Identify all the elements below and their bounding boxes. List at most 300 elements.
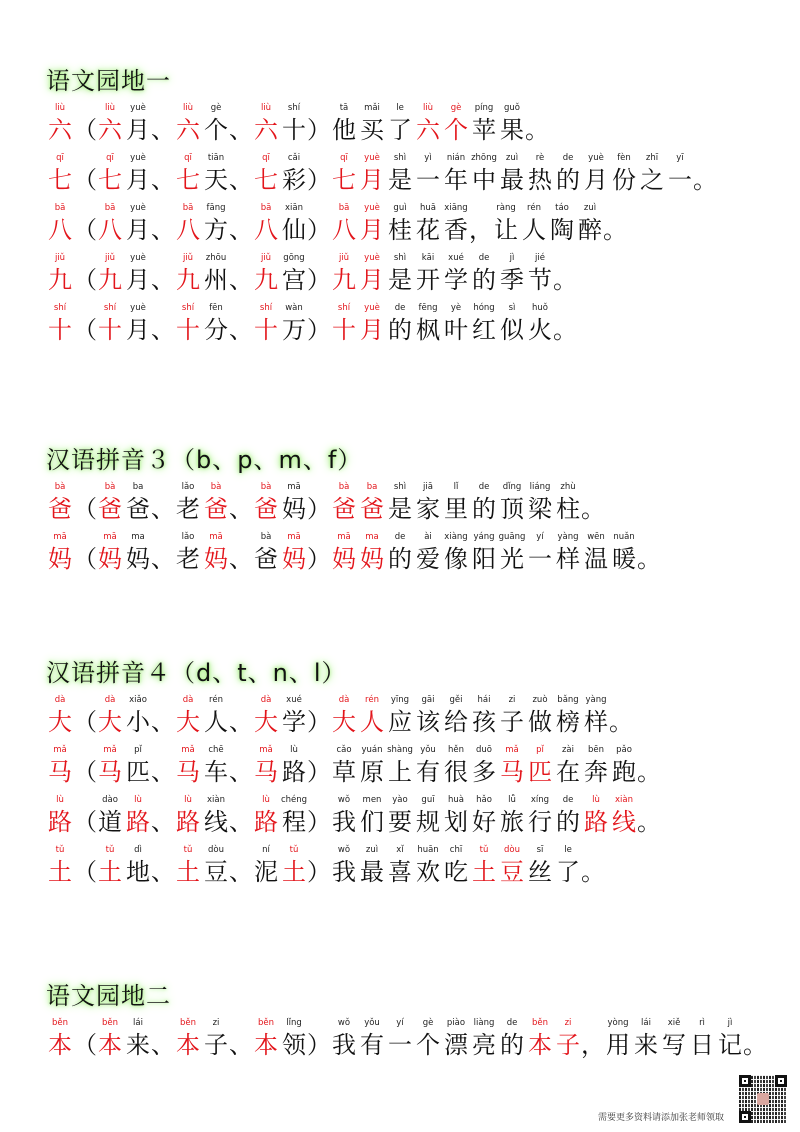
character [174,202,202,246]
punctuation [152,1017,174,1061]
hanzi: ， [581,1031,605,1059]
pinyin: zài [561,745,575,755]
hanzi: （ [73,1031,97,1059]
hanzi: ） [307,266,331,294]
pinyin: liù [54,103,66,113]
hanzi: 爱 [416,545,440,573]
hanzi: 九 [176,266,200,294]
pinyin: pǐ [536,745,544,755]
character [470,744,498,788]
hanzi: 做 [528,708,552,736]
hanzi: 。 [637,758,661,786]
hanzi: 土 [98,858,122,886]
character [610,744,638,788]
section-4 [46,981,766,1061]
hanzi: 之 [640,166,664,194]
pinyin: zuì [583,203,597,213]
pinyin: rì [699,1018,705,1028]
hanzi: 、 [151,545,175,573]
character [442,302,470,346]
pinyin: yīng [390,695,410,705]
character [174,102,202,146]
hanzi: （ [73,708,97,736]
text-line [46,1011,766,1061]
hanzi: 。 [743,1031,767,1059]
pinyin: yòng [607,1018,629,1028]
hanzi: 大 [332,708,356,736]
character [554,152,582,196]
pinyin: běn [51,1018,68,1028]
pinyin: jiā [423,482,433,492]
hanzi: （ [73,166,97,194]
pinyin: dòu [504,845,520,855]
character [252,152,280,196]
hanzi: 十 [254,316,278,344]
punctuation [152,302,174,346]
character [470,102,498,146]
hanzi: 的 [388,545,412,573]
character [330,302,358,346]
hanzi: ） [307,166,331,194]
character [470,152,498,196]
pinyin: mǎ [505,745,519,755]
character [174,794,202,838]
hanzi: 爸 [204,495,228,523]
hanzi: 本 [48,1031,72,1059]
character [386,102,414,146]
hanzi: 、 [151,266,175,294]
character [554,794,582,838]
hanzi: 个 [444,116,468,144]
character [96,202,124,246]
hanzi: 路 [282,758,306,786]
hanzi: 九 [48,266,72,294]
character [638,152,666,196]
punctuation [308,102,330,146]
pinyin: guǒ [504,103,520,113]
character [498,302,526,346]
character [46,202,74,246]
pinyin: gè [450,103,462,113]
character [386,694,414,738]
hanzi: 一 [416,166,440,194]
hanzi: 了 [388,116,412,144]
hanzi: 九 [254,266,278,294]
punctuation [554,302,576,346]
hanzi: 果 [500,116,524,144]
hanzi: 个 [204,116,228,144]
hanzi: 里 [444,495,468,523]
character [46,844,74,888]
character [252,794,280,838]
hanzi: 天 [204,166,228,194]
punctuation [74,202,96,246]
hanzi: 地 [126,858,150,886]
character [358,744,386,788]
pinyin: bǎng [557,695,579,705]
punctuation [230,481,252,525]
hanzi: 一 [528,545,552,573]
pinyin: chī [449,845,463,855]
hanzi: 八 [254,216,278,244]
character [414,152,442,196]
hanzi: 月 [584,166,608,194]
character [582,694,610,738]
pinyin: nián [446,153,466,163]
character [202,844,230,888]
hanzi: 给 [444,708,468,736]
hanzi: 路 [254,808,278,836]
pinyin: qī [56,153,64,163]
pinyin: shí [181,303,195,313]
character [498,844,526,888]
character [252,1017,280,1061]
punctuation [638,744,660,788]
hanzi: 醉 [578,216,602,244]
pinyin: ràng [496,203,516,213]
pinyin: guāng [498,532,526,542]
character [46,694,74,738]
hanzi: 一 [388,1031,412,1059]
character [604,1017,632,1061]
pinyin: de [478,253,490,263]
hanzi: 梁 [528,495,552,523]
hanzi: 漂 [444,1031,468,1059]
hanzi: 个 [416,1031,440,1059]
character [470,302,498,346]
hanzi: 节 [528,266,552,294]
hanzi: 的 [500,1031,524,1059]
character [174,302,202,346]
pinyin: gěi [449,695,463,705]
punctuation [638,794,660,838]
pinyin: mā [53,532,67,542]
character [46,1017,74,1061]
hanzi: 了 [556,858,580,886]
hanzi: 、 [229,1031,253,1059]
character [498,481,526,525]
hanzi: 爸 [48,495,72,523]
hanzi: 妈 [126,545,150,573]
hanzi: 马 [254,758,278,786]
pinyin: huà [448,795,464,805]
hanzi: 大 [254,708,278,736]
hanzi: 土 [176,858,200,886]
hanzi: 的 [388,316,412,344]
character [124,844,152,888]
punctuation [230,302,252,346]
pinyin: lǚ [508,795,516,805]
character [358,844,386,888]
pinyin: bà [338,482,350,492]
hanzi: 豆 [500,858,524,886]
pinyin: wǒ [337,1018,351,1028]
hanzi: 领 [282,1031,306,1059]
hanzi: 车 [204,758,228,786]
pinyin: yuè [364,253,380,263]
pinyin: de [478,482,490,492]
pinyin: mǎ [53,745,67,755]
hanzi: 旅 [500,808,524,836]
text-line [46,475,660,525]
hanzi: 一 [668,166,692,194]
pinyin: yáng [473,532,495,542]
hanzi: 草 [332,758,356,786]
pinyin: cǎi [287,153,301,163]
pinyin: fèn [617,153,631,163]
character [470,844,498,888]
pinyin: le [396,103,404,113]
character [442,694,470,738]
pinyin: qī [262,153,270,163]
hanzi: 热 [528,166,552,194]
pinyin: yàng [557,532,579,542]
hanzi: 枫 [416,316,440,344]
hanzi: 好 [472,808,496,836]
pinyin: jiǔ [338,253,350,263]
pinyin: ma [365,532,379,542]
hanzi: 月 [126,316,150,344]
punctuation [308,531,330,575]
pinyin: lù [56,795,64,805]
hanzi: 大 [98,708,122,736]
punctuation [152,102,174,146]
text-line [46,96,716,146]
punctuation [152,531,174,575]
pinyin: bà [260,532,272,542]
pinyin: mǎ [181,745,195,755]
hanzi: 花 [416,216,440,244]
punctuation [610,694,632,738]
pinyin: liù [260,103,272,113]
pinyin: xué [286,695,302,705]
pinyin: bà [210,482,222,492]
character [124,481,152,525]
character [124,531,152,575]
character [554,531,582,575]
punctuation [74,481,96,525]
character [386,152,414,196]
hanzi: 。 [581,495,605,523]
hanzi: 。 [581,858,605,886]
character [46,152,74,196]
punctuation [582,1017,604,1061]
hanzi: 、 [229,216,253,244]
hanzi: 原 [360,758,384,786]
hanzi: 月 [126,216,150,244]
hanzi: 爸 [332,495,356,523]
hanzi: 份 [612,166,636,194]
character [330,694,358,738]
pinyin: lái [133,1018,143,1028]
character [280,302,308,346]
hanzi: 奔 [584,758,608,786]
punctuation [308,252,330,296]
hanzi: 划 [444,808,468,836]
hanzi: 季 [500,266,524,294]
hanzi: 开 [416,266,440,294]
punctuation [230,744,252,788]
section-2 [46,445,660,575]
hanzi: 们 [360,808,384,836]
hanzi: ） [307,708,331,736]
punctuation [152,252,174,296]
character [46,252,74,296]
pinyin: bā [260,203,272,213]
character [174,481,202,525]
hanzi: 州 [204,266,228,294]
pinyin: qī [184,153,192,163]
pinyin: liàng [473,1018,495,1028]
punctuation [230,102,252,146]
pinyin: duō [476,745,492,755]
hanzi: 喜 [388,858,412,886]
character [330,202,358,246]
pinyin: liù [422,103,434,113]
character [492,202,520,246]
character [46,302,74,346]
pinyin: yuè [130,303,146,313]
hanzi: 六 [48,116,72,144]
character [124,102,152,146]
character [330,531,358,575]
hanzi: 泥 [254,858,278,886]
hanzi: 香 [444,216,468,244]
hanzi: 。 [603,216,627,244]
pinyin: liù [182,103,194,113]
character [442,202,470,246]
hanzi: 来 [634,1031,658,1059]
character [46,531,74,575]
pinyin: dà [338,695,350,705]
hanzi: 记 [718,1031,742,1059]
hanzi: ） [307,316,331,344]
character [442,102,470,146]
character [582,152,610,196]
hanzi: 桂 [388,216,412,244]
pinyin: jiǔ [182,253,194,263]
hanzi: （ [73,495,97,523]
pinyin: jì [727,1018,733,1028]
character [96,794,124,838]
character [330,744,358,788]
hanzi: 人 [360,708,384,736]
character [386,744,414,788]
character [358,1017,386,1061]
hanzi: 最 [360,858,384,886]
character [470,694,498,738]
hanzi: ） [307,808,331,836]
character [124,152,152,196]
punctuation [308,481,330,525]
hanzi: 跑 [612,758,636,786]
hanzi: 吃 [444,858,468,886]
section-title: 汉语拼音３（b、p、m、f） [46,446,363,474]
pinyin: ài [424,532,432,542]
character [174,1017,202,1061]
punctuation [694,152,716,196]
pinyin: men [362,795,382,805]
text-line [46,738,660,788]
character [252,844,280,888]
pinyin: huān [417,845,439,855]
pinyin: bà [260,482,272,492]
pinyin: de [394,532,406,542]
punctuation [74,102,96,146]
hanzi: 似 [500,316,524,344]
hanzi: 叶 [444,316,468,344]
hanzi: 九 [332,266,356,294]
hanzi: 、 [229,316,253,344]
hanzi: 柱 [556,495,580,523]
pinyin: lù [290,745,298,755]
hanzi: 。 [637,808,661,836]
character [174,744,202,788]
hanzi: 上 [388,758,412,786]
pinyin: huā [420,203,436,213]
character [280,202,308,246]
character [46,794,74,838]
punctuation [74,152,96,196]
hanzi: 日 [690,1031,714,1059]
pinyin: shí [287,103,301,113]
hanzi: 六 [98,116,122,144]
pinyin: jiǔ [54,253,66,263]
hanzi: 。 [693,166,717,194]
pinyin: bā [54,203,66,213]
pinyin: rè [535,153,545,163]
pinyin: tā [339,103,349,113]
pinyin: gè [210,103,222,113]
pinyin: gōng [283,253,305,263]
character [554,744,582,788]
pinyin: lǐng [286,1018,302,1028]
hanzi: 温 [584,545,608,573]
pinyin: cǎo [336,745,352,755]
section-title: 语文园地二 [46,982,171,1010]
pinyin: xiāng [444,203,468,213]
character [280,102,308,146]
character [358,102,386,146]
hanzi: （ [73,858,97,886]
pinyin: xǐ [396,845,404,855]
hanzi: 学 [444,266,468,294]
pinyin: de [394,303,406,313]
section-3 [46,658,660,888]
hanzi: 阳 [472,545,496,573]
hanzi: ， [469,216,493,244]
character [280,1017,308,1061]
pinyin: yī [676,153,684,163]
pinyin: rén [209,695,223,705]
hanzi: 妈 [48,545,72,573]
hanzi: 、 [229,545,253,573]
punctuation [152,481,174,525]
hanzi: 妈 [332,545,356,573]
character [252,252,280,296]
hanzi: 土 [48,858,72,886]
character [610,794,638,838]
hanzi: 的 [556,808,580,836]
pinyin: táo [555,203,569,213]
hanzi: 红 [472,316,496,344]
hanzi: 是 [388,266,412,294]
punctuation [308,152,330,196]
hanzi: 、 [151,216,175,244]
character [252,481,280,525]
hanzi: 程 [282,808,306,836]
hanzi: 月 [126,266,150,294]
